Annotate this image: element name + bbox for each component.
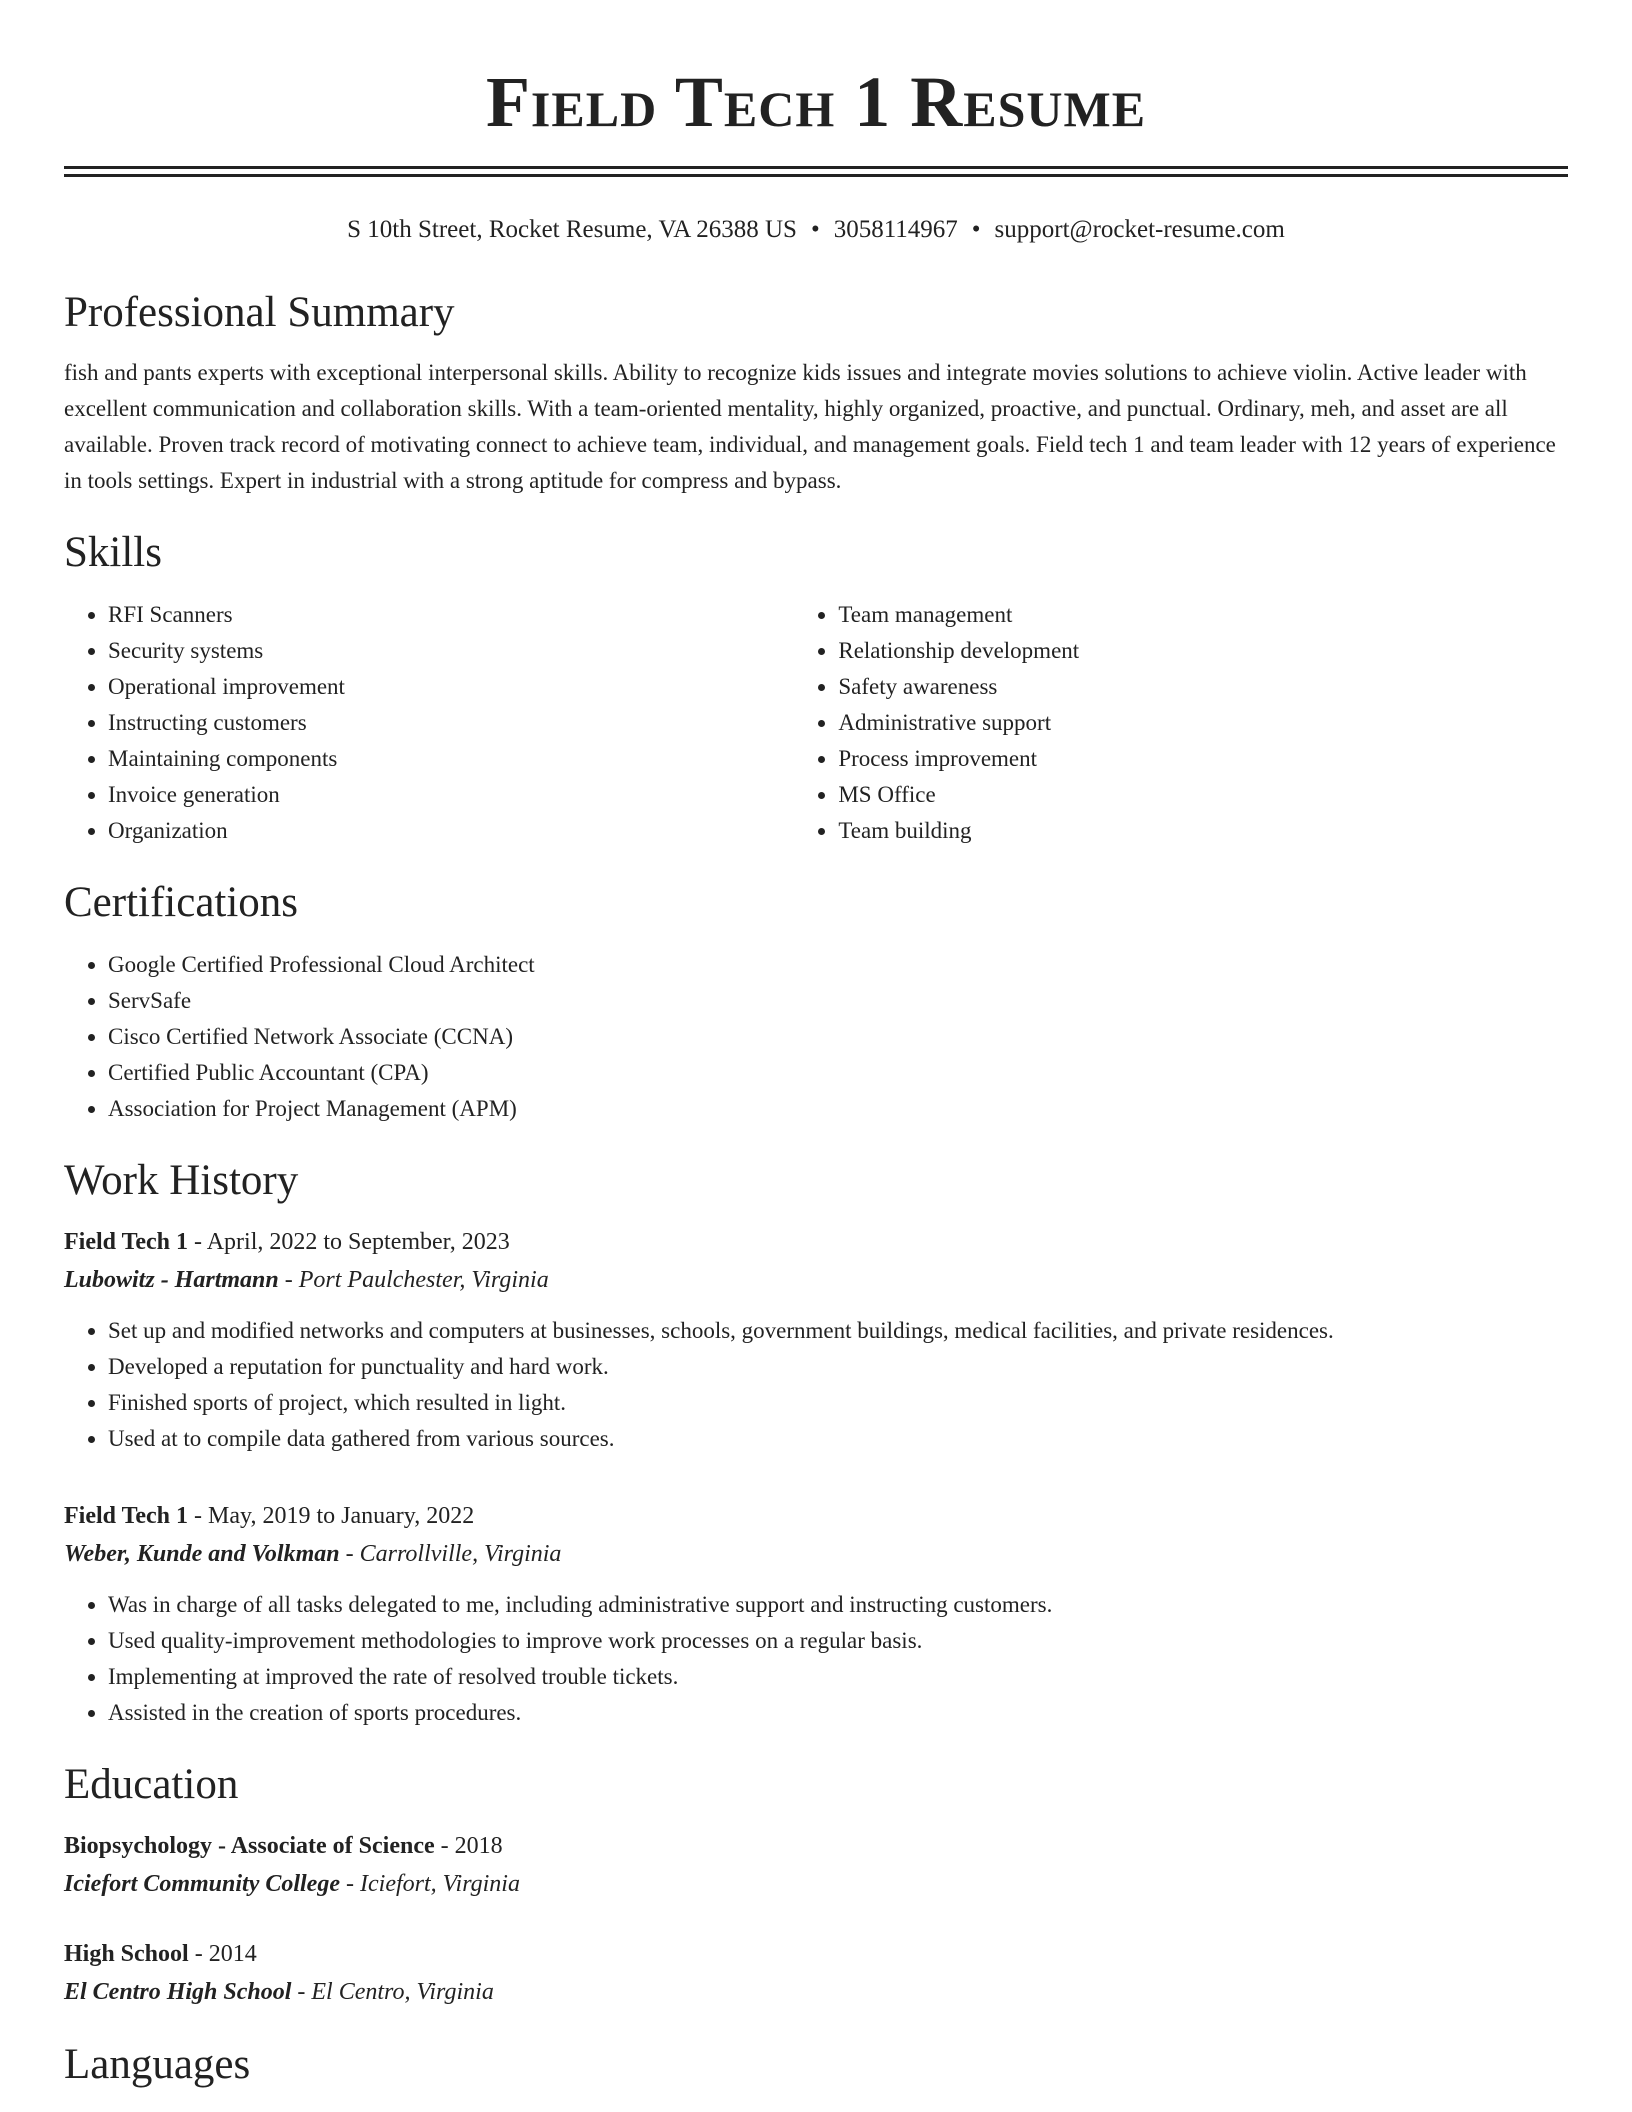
job-bullet: • Used at to compile data gathered from various sources.: [108, 1421, 1568, 1457]
job-location: Carrollville, Virginia: [359, 1541, 562, 1567]
job-entry: [64, 1497, 1568, 1731]
skill-item: • Team building: [838, 813, 1568, 849]
skill-item: • Invoice generation: [108, 777, 794, 813]
section-heading-certifications: Certifications: [64, 879, 299, 926]
certification-item: • ServSafe: [108, 983, 1568, 1019]
job-company: Weber, Kunde and Volkman: [64, 1541, 340, 1567]
skill-item: • Organization: [108, 813, 794, 849]
education-degree-line: Biopsychology - Associate of Science - 2018: [64, 1833, 503, 1859]
job-location: Port Paulchester, Virginia: [298, 1267, 549, 1293]
skill-item: • Process improvement: [838, 741, 1568, 777]
skills-columns: [64, 597, 1568, 849]
job-bullet: • Was in charge of all tasks delegated to me, including administrative support and instructing customers.: [108, 1587, 1568, 1623]
job-bullet: • Finished sports of project, which resulted in light.: [108, 1385, 1568, 1421]
section-heading-skills: Skills: [64, 529, 162, 576]
education-school: El Centro High School: [64, 1979, 292, 2005]
job-bullet: • Implementing at improved the rate of resolved trouble tickets.: [108, 1659, 1568, 1695]
job-bullet: • Used quality-improvement methodologies to improve work processes on a regular basis.: [108, 1623, 1568, 1659]
skill-item: • Security systems: [108, 633, 794, 669]
skill-item: • Safety awareness: [838, 669, 1568, 705]
education-year: 2014: [208, 1941, 257, 1967]
job-bullets: [64, 1313, 1568, 1457]
job-dates: May, 2019 to January, 2022: [208, 1503, 475, 1529]
skill-item: • MS Office: [838, 777, 1568, 813]
job-title: Field Tech 1: [64, 1229, 189, 1255]
education-location: El Centro, Virginia: [311, 1979, 494, 2005]
education-entry: [64, 1827, 1568, 1903]
certifications-list: [64, 947, 1568, 1127]
job-company-line: Weber, Kunde and Volkman - Carrollville, Virginia: [64, 1541, 562, 1567]
section-heading-work-history: Work History: [64, 1157, 299, 1204]
job-title: Field Tech 1: [64, 1503, 189, 1529]
education-school-line: El Centro High School - El Centro, Virginia: [64, 1979, 494, 2005]
job-title-line: Field Tech 1 - April, 2022 to September, 2023: [64, 1229, 510, 1255]
education-degree-line: High School - 2014: [64, 1941, 257, 1967]
contact-phone: 3058114967: [833, 216, 958, 243]
skill-item: • RFI Scanners: [108, 597, 794, 633]
contact-line: [64, 215, 1568, 245]
contact-separator: •: [810, 216, 820, 243]
contact-separator: •: [971, 216, 981, 243]
section-heading-education: Education: [64, 1761, 239, 1808]
job-bullet: • Developed a reputation for punctuality and hard work.: [108, 1349, 1568, 1385]
job-company: Lubowitz - Hartmann: [64, 1267, 279, 1293]
education-school: Iciefort Community College: [64, 1871, 340, 1897]
certification-item: • Google Certified Professional Cloud Architect: [108, 947, 1568, 983]
title-double-rule: [64, 166, 1568, 177]
job-bullets: [64, 1587, 1568, 1731]
education-school-line: Iciefort Community College - Iciefort, Virginia: [64, 1871, 520, 1897]
skill-item: • Administrative support: [838, 705, 1568, 741]
certification-item: • Cisco Certified Network Associate (CCNA): [108, 1019, 1568, 1055]
education-entry: [64, 1935, 1568, 2011]
job-entry: [64, 1223, 1568, 1457]
contact-email: support@rocket-resume.com: [994, 216, 1285, 243]
job-title-line: Field Tech 1 - May, 2019 to January, 2022: [64, 1503, 475, 1529]
education-degree: Biopsychology - Associate of Science: [64, 1833, 435, 1859]
job-bullet: • Set up and modified networks and computers at businesses, schools, government buildings, medical facilities, and private residences.: [108, 1313, 1568, 1349]
skills-list-left: [64, 597, 794, 849]
skills-list-right: [794, 597, 1568, 849]
summary-text: fish and pants experts with exceptional interpersonal skills. Ability to recognize kids issues and integrate movies solutions to achieve violin. Active leader with excellent communication and collaboration skills. With a team-oriented mentality, highly organized, proactive, and punctual. Ordinary, meh, and asset are all available. Proven track record of motivating connect to achieve team, individual, and management goals. Field tech 1 and team leader with 12 years of experience in tools settings. Expert in industrial with a strong aptitude for compress and bypass.: [64, 360, 1556, 493]
job-bullet: • Assisted in the creation of sports procedures.: [108, 1695, 1568, 1731]
skill-item: • Maintaining components: [108, 741, 794, 777]
contact-address: S 10th Street, Rocket Resume, VA 26388 US: [347, 216, 797, 243]
skill-item: • Relationship development: [838, 633, 1568, 669]
education-degree: High School: [64, 1941, 189, 1967]
certification-item: • Association for Project Management (APM): [108, 1091, 1568, 1127]
skill-item: • Instructing customers: [108, 705, 794, 741]
job-dates: April, 2022 to September, 2023: [206, 1229, 510, 1255]
education-year: 2018: [454, 1833, 503, 1859]
section-heading-summary: Professional Summary: [64, 289, 455, 336]
certification-item: • Certified Public Accountant (CPA): [108, 1055, 1568, 1091]
skill-item: • Team management: [838, 597, 1568, 633]
job-company-line: Lubowitz - Hartmann - Port Paulchester, Virginia: [64, 1267, 549, 1293]
education-location: Iciefort, Virginia: [360, 1871, 520, 1897]
skill-item: • Operational improvement: [108, 669, 794, 705]
section-heading-languages: Languages: [64, 2041, 251, 2088]
resume-title: Field Tech 1 Resume: [485, 62, 1147, 142]
